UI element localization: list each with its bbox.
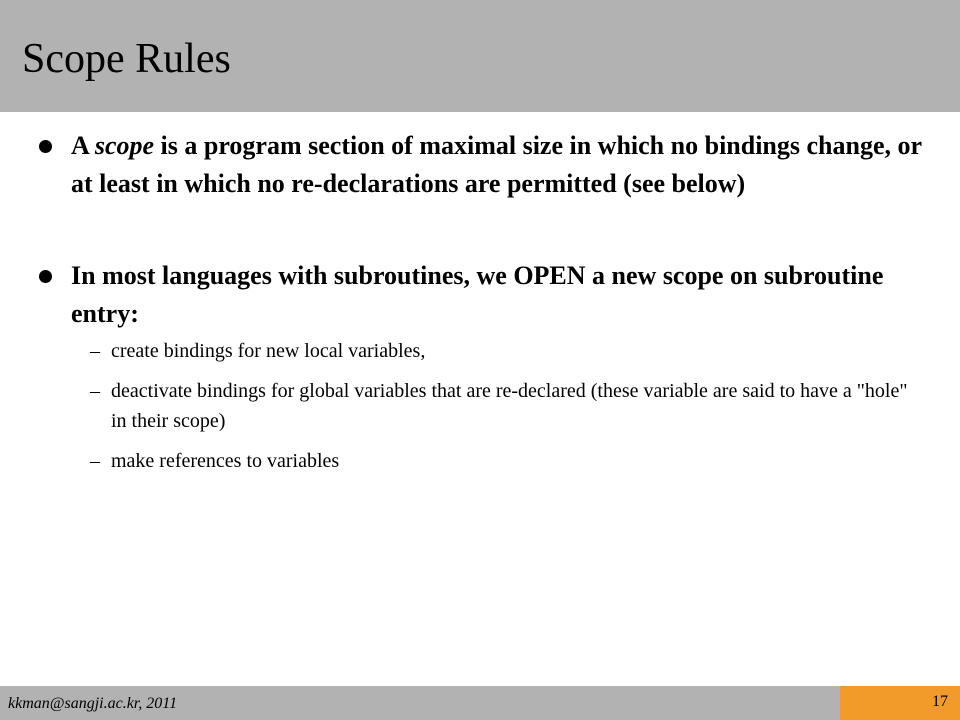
bullet-1-suffix: is a program section of maximal size in which no bindings change, or at least in which no re-declarations are permitted (see below) [71,131,922,198]
sub-bullet-1-text: create bindings for new local variables, [111,340,426,362]
bullet-scope-definition [71,127,933,203]
dash-marker: – [90,450,100,472]
sub-bullet-2-text: deactivate bindings for global variables that are re-declared (these variable are said to have a "hole" in their scope) [111,380,908,432]
footer-bar [0,686,840,720]
dash-marker: – [90,380,100,402]
page-number: 17 [932,693,948,710]
sub-bullet-create-bindings [90,336,926,366]
bullet-dot-icon [39,140,52,153]
bullet-2-text: In most languages with subroutines, we OPEN a new scope on subroutine entry: [71,261,884,328]
page-number-box [840,686,960,720]
sub-bullet-3-text: make references to variables [111,450,340,472]
bullet-1-emphasis: scope [94,131,155,160]
bullet-dot-icon [39,270,52,283]
slide-title: Scope Rules [22,36,231,82]
bullet-1-prefix: A [71,131,95,160]
bullet-open-scope [71,257,933,333]
dash-marker: – [90,340,100,362]
footer-credit: kkman@sangji.ac.kr, 2011 [8,695,178,712]
title-bar [0,0,960,112]
sub-bullet-make-references [90,446,926,476]
sub-bullet-deactivate-bindings [90,376,926,436]
